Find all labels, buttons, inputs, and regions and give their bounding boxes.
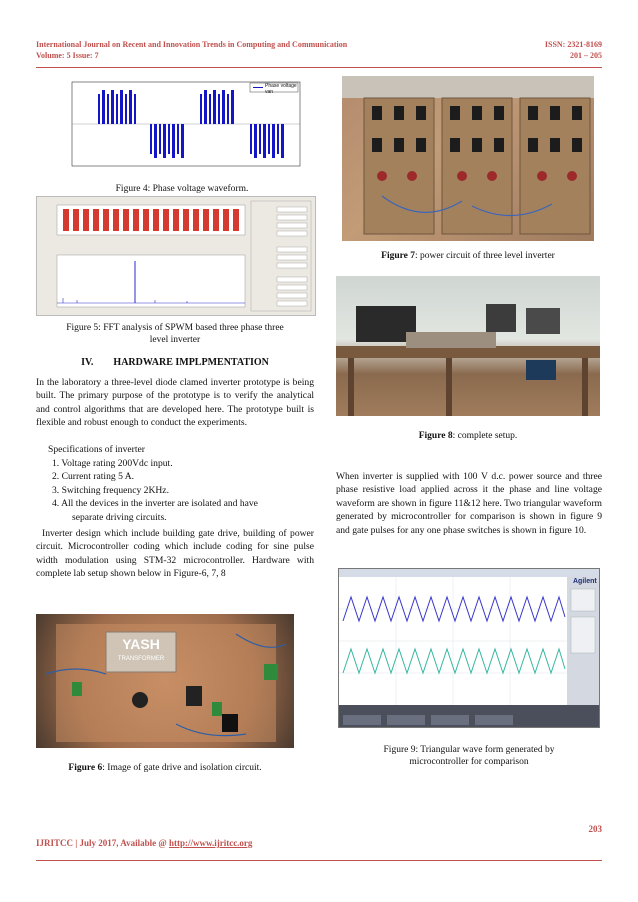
figure-5-caption-line1: Figure 5: FFT analysis of SPWM based three phase three xyxy=(66,323,284,333)
paragraph-1: In the laboratory a three-level diode clamed inverter prototype is being built. The primary purpose of the prototype is to verify the analytical and control algorithms that are developed here. The prototype built is flexible and robust enough to conduct the experiments. xyxy=(36,377,314,429)
paragraph-3: When inverter is supplied with 100 V d.c. power source and three phase resistive load applied across it the phase and line voltage waveform are shown in figure 11&12 here. Two triangular waveform generated by microcontroller for comparison is shown in figure 9 and gate pulses for any one phase switches is shown in figure 10. xyxy=(336,471,602,536)
figure-4-legend: Phase voltage van xyxy=(265,83,297,95)
footer-rule xyxy=(36,860,602,861)
figure-8-caption-text: : complete setup. xyxy=(452,431,518,441)
spec-title: Specifications of inverter xyxy=(48,444,145,455)
journal-title: International Journal on Recent and Innovation Trends in Computing and Communication xyxy=(36,40,348,49)
figure-5-caption-line2: level inverter xyxy=(149,335,201,345)
page-range: 201 – 205 xyxy=(570,51,602,60)
figure-6-photo xyxy=(36,614,294,748)
footer-text xyxy=(36,838,252,848)
spec-list xyxy=(52,457,314,511)
spec-item: 2. Current rating 5 A. xyxy=(52,471,135,483)
figure-8-caption xyxy=(336,430,600,442)
paragraph-2: Inverter design which include building gate drive, building of power circuit. Microcontroller coding which include coding for sine pulse width modulation using STM-32 microcontroller. Hardware with complete lab setup shown below in Figure-6, 7, 8 xyxy=(36,528,314,580)
figure-9-caption-line1: Figure 9: Triangular wave form generated by xyxy=(383,745,555,755)
spec-item: 4. All the devices in the inverter are isolated and have xyxy=(52,498,258,510)
figure-4-caption: Figure 4: Phase voltage waveform. xyxy=(115,184,249,194)
header-rule xyxy=(36,67,602,68)
footer-label: IJRITCC | July 2017, Available @ xyxy=(36,838,169,848)
board-label-transformer: TRANSFORMER xyxy=(117,656,165,662)
figure-7-label: Figure 7 xyxy=(381,251,416,261)
figure-9-oscilloscope xyxy=(338,568,600,728)
figure-6-label: Figure 6 xyxy=(68,763,103,773)
figure-5-fft-gui xyxy=(36,196,316,316)
volume-issue: Volume: 5 Issue: 7 xyxy=(36,51,99,60)
figure-9-caption-line2: microcontroller for comparison xyxy=(409,757,529,767)
figure-4-plot xyxy=(60,78,304,176)
figure-7-caption xyxy=(342,250,594,262)
figure-8-label: Figure 8 xyxy=(418,431,453,441)
figure-7-caption-text: : power circuit of three level inverter xyxy=(415,251,555,261)
figure-8-photo xyxy=(336,276,600,416)
spec-item-4-cont: separate driving circuits. xyxy=(72,512,167,523)
page-number: 203 xyxy=(588,824,602,834)
figure-7-photo xyxy=(342,76,594,241)
board-label-yash: YASH xyxy=(122,636,160,652)
figure-6-caption-text: : Image of gate drive and isolation circuit. xyxy=(102,763,262,773)
issn: ISSN: 2321-8169 xyxy=(544,40,602,49)
figure-5-caption xyxy=(36,322,314,346)
spec-item: 1. Voltage rating 200Vdc input. xyxy=(52,458,173,469)
footer-url-link[interactable]: http://www.ijritcc.org xyxy=(168,838,253,848)
section-heading: IV. HARDWARE IMPLPMENTATION xyxy=(81,357,269,368)
agilent-logo: Agilent xyxy=(573,578,597,585)
figure-9-caption xyxy=(336,744,602,768)
figure-6-caption xyxy=(36,762,294,774)
spec-item: 3. Switching frequency 2KHz. xyxy=(52,484,169,496)
